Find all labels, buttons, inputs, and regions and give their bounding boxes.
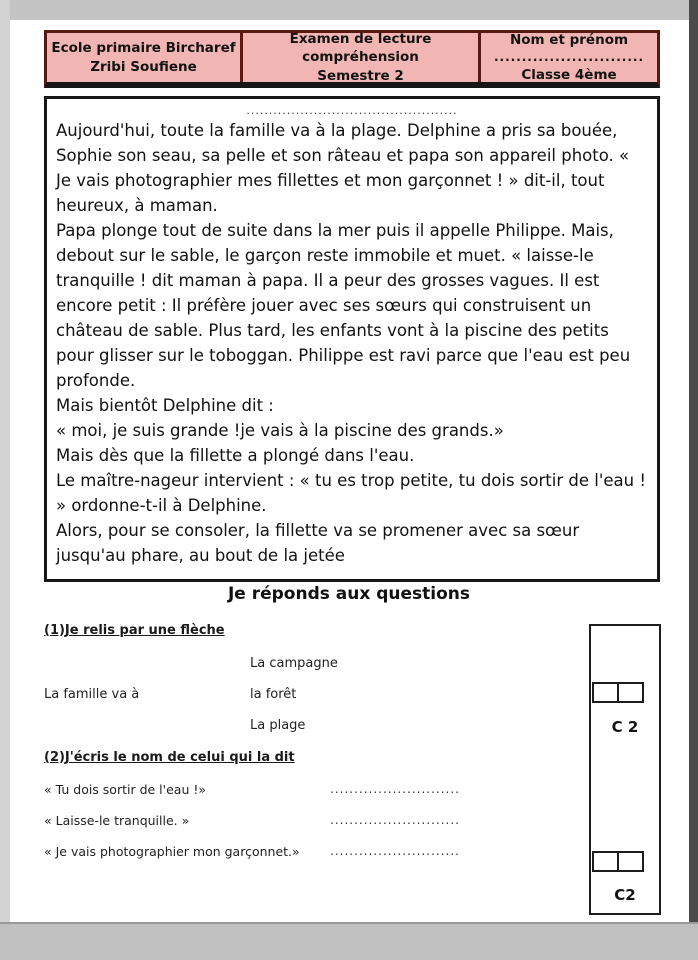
photo-edge-bottom [0, 922, 698, 960]
score-cell [617, 682, 644, 703]
student-name-blank: ........................... [493, 50, 645, 65]
header-exam-cell [243, 33, 481, 82]
score-cell [592, 682, 619, 703]
passage-title-blank: ............................................... [246, 104, 458, 117]
score-label-c2-top: C 2 [611, 718, 639, 736]
score-cell [592, 851, 619, 872]
score-cell [617, 851, 644, 872]
header-student-cell [481, 33, 657, 82]
exam-title-line2: compréhension [302, 49, 419, 66]
passage-paragraph-4: « moi, je suis grande !je vais à la piscine des grands.» [56, 421, 504, 440]
question2-quote-3: « Je vais photographier mon garçonnet.» [44, 844, 300, 859]
score-cells-group-1 [592, 682, 644, 703]
student-class-label: Classe 4ème [521, 66, 617, 83]
question2-answer-blank-2: ........................... [330, 813, 460, 827]
photo-edge-right [689, 0, 698, 960]
passage-paragraph-6: Le maître-nageur intervient : « tu es trop petite, tu dois sortir de l'eau ! » ordonne-t-il à Delphine. [56, 471, 646, 515]
teacher-name: Zribi Soufiene [90, 58, 197, 75]
reading-passage-box [44, 96, 660, 582]
questions-section-title: Je réponds aux questions [227, 584, 471, 604]
question1-option-foret: la forêt [250, 687, 297, 702]
header-school-cell [47, 33, 243, 82]
question1-option-plage: La plage [250, 718, 306, 733]
passage-paragraph-5: Mais dès que la fillette a plongé dans l'eau. [56, 446, 415, 465]
score-label-c2-bottom: C2 [614, 886, 636, 904]
question2-label: (2)J'écris le nom de celui qui la dit [44, 750, 295, 765]
passage-paragraph-2: Papa plonge tout de suite dans la mer puis il appelle Philippe. Mais, debout sur le sable, le garçon reste immobile et muet. « laisse-le tranquille ! dit maman à papa. Il a peur des grosses vagues. Il est encore petit : Il préfère jouer avec ses sœurs qui construisent un château de sable. Plus tard, les enfants vont à la piscine des petits pour glisser sur le toboggan. Philippe est ravi parce que l'eau est peu profonde. [56, 221, 631, 390]
question2-answer-blank-1: ........................... [330, 782, 460, 796]
score-box [589, 624, 661, 915]
question1-option-campagne: La campagne [250, 656, 338, 671]
question1-label: (1)Je relis par une flèche [44, 623, 225, 638]
student-name-label: Nom et prénom [509, 32, 629, 49]
question2-quote-2: « Laisse-le tranquille. » [44, 813, 190, 828]
passage-paragraph-3: Mais bientôt Delphine dit : [56, 396, 274, 415]
header-table [44, 30, 660, 88]
question2-quote-1: « Tu dois sortir de l'eau !» [44, 782, 206, 797]
photo-edge-left [0, 0, 10, 960]
passage-paragraph-7: Alors, pour se consoler, la fillette va se promener avec sa sœur jusqu'au phare, au bout de la jetée [56, 521, 580, 565]
exam-semester: Semestre 2 [317, 67, 404, 84]
score-cells-group-2 [592, 851, 644, 872]
photo-edge-top [0, 0, 698, 20]
question2-answer-blank-3: ........................... [330, 844, 460, 858]
exam-title-line1: Examen de lecture [289, 31, 432, 48]
passage-paragraph-1: Aujourd'hui, toute la famille va à la plage. Delphine a pris sa bouée, Sophie son seau, sa pelle et son râteau et papa son appareil photo. « Je vais photographier mes fillettes et mon garçonnet ! » dit-il, tout heureux, à maman. [56, 121, 630, 215]
question1-stem: La famille va à [44, 687, 140, 702]
school-name: Ecole primaire Bircharef [51, 40, 236, 57]
